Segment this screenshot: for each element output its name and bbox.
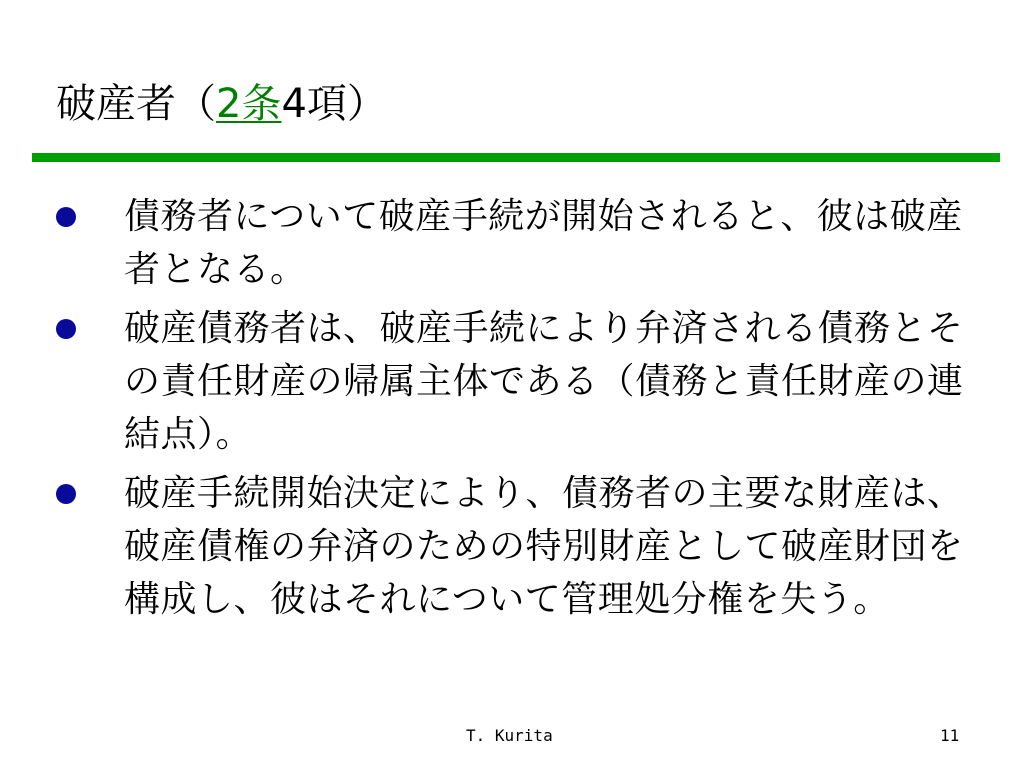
title-suffix: 4項） (281, 81, 387, 127)
slide-title (56, 78, 387, 130)
bullet-text: 破産債務者は、破産手続により弁済される債務とその責任財産の帰属主体である（債務と責任財産の連結点）。 (124, 308, 964, 455)
bullet-item (0, 190, 1024, 296)
bullet-dot-icon (56, 207, 76, 227)
bullet-item (0, 467, 1024, 626)
bullet-dot-icon (56, 319, 76, 339)
title-divider (32, 153, 1000, 162)
title-prefix: 破産者（ (56, 81, 216, 127)
page-number: 11 (940, 726, 960, 745)
bullet-text: 破産手続開始決定により、債務者の主要な財産は、破産債権の弁済のための特別財産として破産財団を構成し、彼はそれについて管理処分権を失う。 (124, 473, 964, 620)
bullet-item (0, 302, 1024, 461)
bullet-dot-icon (56, 484, 76, 504)
bullet-text: 債務者について破産手続が開始されると、彼は破産者となる。 (124, 196, 963, 290)
article-link[interactable]: 2条 (216, 81, 282, 127)
footer-author: T. Kurita (466, 726, 553, 745)
bullet-list (0, 190, 1024, 632)
